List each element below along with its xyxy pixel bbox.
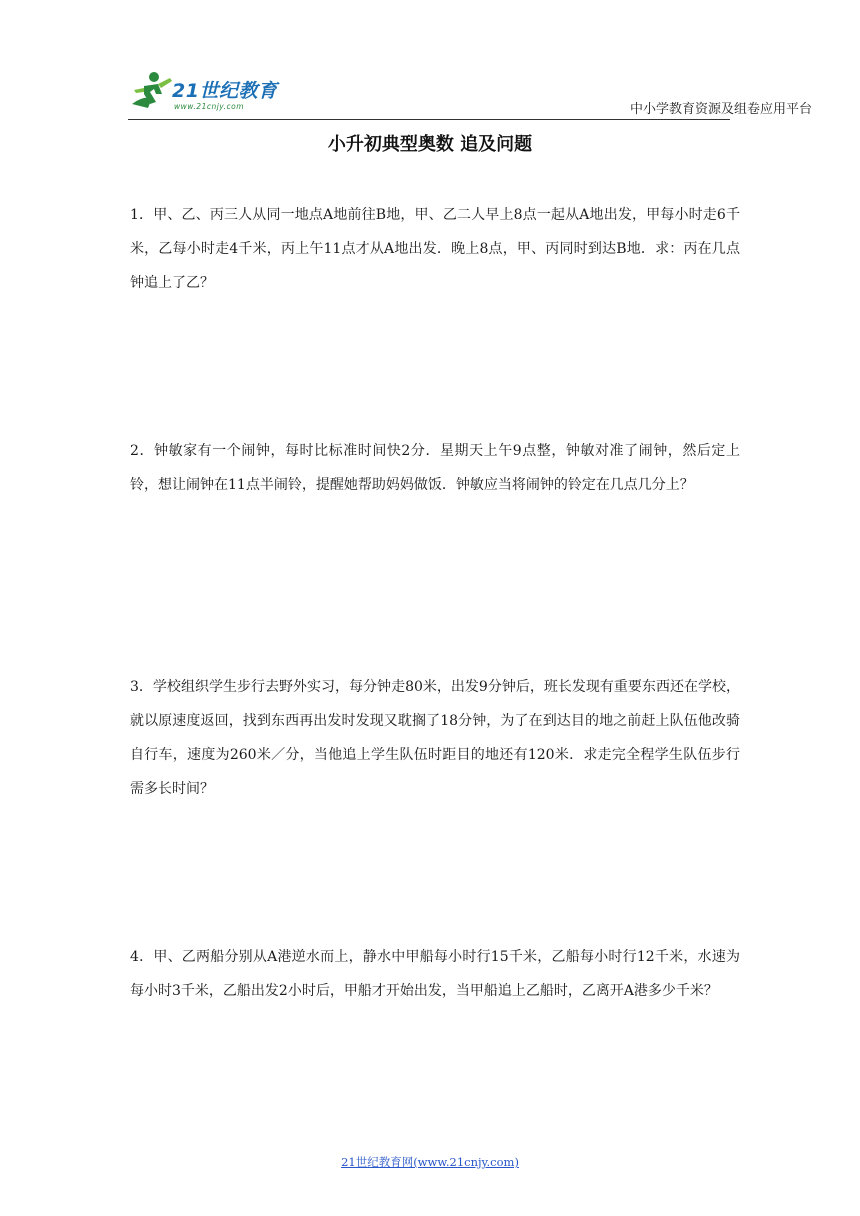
page-header (128, 62, 813, 120)
running-figure-icon (128, 68, 174, 114)
page-footer (0, 1154, 860, 1170)
problem-3: 3．学校组织学生步行去野外实习，每分钟走80米，出发9分钟后，班长发现有重要东西还在学校，就以原速度返回，找到东西再出发时发现又耽搁了18分钟，为了在到达目的地之前赶上队伍他改骑自行车，速度为260米／分，当他追上学生队伍时距目的地还有120米．求走完全程学生队伍步行需多长时间？ (130, 679, 740, 797)
logo-text: 21世纪教育 (172, 80, 278, 102)
problem-2: 2．钟敏家有一个闹钟，每时比标准时间快2分．星期天上午9点整，钟敏对准了闹钟，然后定上铃，想让闹钟在11点半闹铃，提醒她帮助妈妈做饭．钟敏应当将闹钟的铃定在几点几分上？ (130, 443, 740, 493)
footer-link[interactable]: 21世纪教育网(www.21cnjy.com) (341, 1155, 519, 1169)
logo-url: www.21cnjy.com (174, 102, 245, 111)
page-title: 小升初典型奥数 追及问题 (327, 134, 533, 155)
problem-4: 4．甲、乙两船分别从A港逆水而上，静水中甲船每小时行15千米，乙船每小时行12千米，水速为每小时3千米，乙船出发2小时后，甲船才开始出发，当甲船追上乙船时，乙离开A港多少千米？ (130, 949, 740, 999)
site-logo[interactable] (128, 68, 298, 116)
problem-1: 1．甲、乙、丙三人从同一地点A地前往B地，甲、乙二人早上8点一起从A地出发，甲每小时走6千米，乙每小时走4千米，丙上午11点才从A地出发．晚上8点，甲、丙同时到达B地．求：丙在几点钟追上了乙？ (130, 207, 740, 291)
header-slogan: 中小学教育资源及组卷应用平台 (630, 102, 813, 117)
